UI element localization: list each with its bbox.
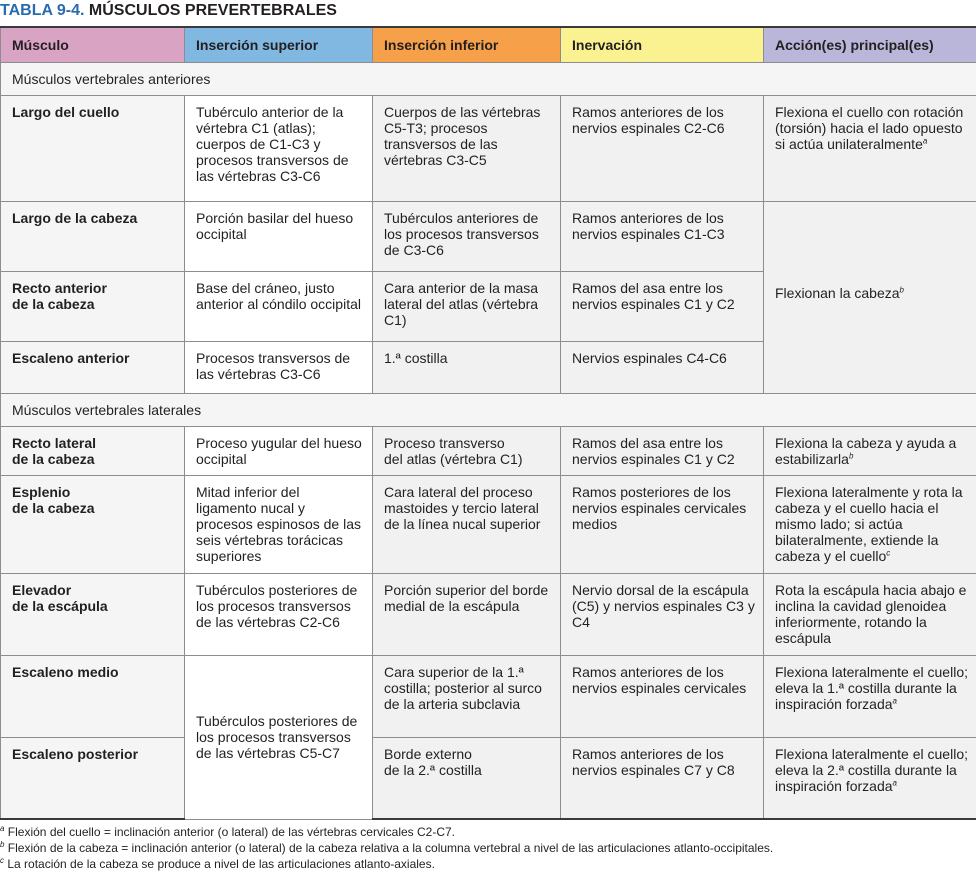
action-cell [764,737,976,819]
table-row [1,95,976,201]
action-cell [764,475,976,573]
header-muscle: Músculo [1,27,185,62]
header-row [1,27,976,62]
nerve-cell: Nervio dorsal de la escápula (C5) y nervios espinales C3 y C4 [561,573,764,655]
superior-cell-shared: Tubérculos posteriores de los procesos transversos de las vértebras C5-C7 [185,655,373,819]
action-text: Flexiona el cuello con rotación (torsión) hacia el lado opuesto si actúa unilateralmente [775,103,964,152]
superior-cell: Proceso yugular del hueso occipital [185,426,373,475]
header-nerve: Inervación [561,27,764,62]
action-text: Flexionan la cabeza [775,285,900,301]
nerve-cell: Ramos anteriores de los nervios espinales C7 y C8 [561,737,764,819]
inferior-cell: Tubérculos anteriores de los procesos transversos de C3-C6 [373,201,561,271]
footnote-ref: c [886,547,891,557]
header-superior: Inserción superior [185,27,373,62]
nerve-cell: Ramos anteriores de los nervios espinales C2-C6 [561,95,764,201]
nerve-cell: Ramos del asa entre los nervios espinales C1 y C2 [561,426,764,475]
inferior-cell: Cara anterior de la masa lateral del atlas (vértebra C1) [373,271,561,341]
inferior-cell: Cara superior de la 1.ª costilla; posterior al surco de la arteria subclavia [373,655,561,737]
muscle-cell: Largo de la cabeza [1,201,185,271]
action-text: Flexiona lateralmente y rota la cabeza y el cuello hacia el mismo lado; si actúa bilateralmente, extiende la cabeza y el cuello [775,483,963,564]
action-text: Flexiona lateralmente el cuello; eleva la 1.ª costilla durante la inspiración forzada [775,663,968,712]
footnote-ref: a [892,777,897,787]
table-row [1,573,976,655]
muscle-cell: Elevador de la escápula [1,573,185,655]
nerve-cell: Ramos anteriores de los nervios espinales cervicales [561,655,764,737]
superior-cell: Mitad inferior del ligamento nucal y procesos espinosos de las seis vértebras torácicas superiores [185,475,373,573]
superior-cell: Porción basilar del hueso occipital [185,201,373,271]
footnote-c: $^c$ La rotación de la cabeza se produce a nivel de las articulaciones atlanto-axiales. [0,856,435,871]
muscle-cell: Esplenio de la cabeza [1,475,185,573]
section-row [1,393,976,426]
action-cell-shared [764,201,976,393]
inferior-cell: Cara lateral del proceso mastoides y tercio lateral de la línea nucal superior [373,475,561,573]
section-lateral: Músculos vertebrales laterales [1,393,976,426]
action-text: Flexiona lateralmente el cuello; eleva la 2.ª costilla durante la inspiración forzada [775,745,968,794]
superior-cell: Tubérculos posteriores de los procesos transversos de las vértebras C2-C6 [185,573,373,655]
superior-cell: Tubérculo anterior de la vértebra C1 (atlas); cuerpos de C1-C3 y procesos transversos de las vértebras C3-C6 [185,95,373,201]
nerve-cell: Nervios espinales C4-C6 [561,341,764,393]
table-row [1,201,976,271]
section-row [1,62,976,95]
footnote-ref: b [848,450,854,460]
muscle-cell: Recto lateral de la cabeza [1,426,185,475]
section-anterior: Músculos vertebrales anteriores [1,62,976,95]
muscle-cell: Recto anterior de la cabeza [1,271,185,341]
superior-cell: Base del cráneo, justo anterior al cóndilo occipital [185,271,373,341]
superior-cell: Procesos transversos de las vértebras C3-C6 [185,341,373,393]
nerve-cell: Ramos anteriores de los nervios espinales C1-C3 [561,201,764,271]
header-inferior: Inserción inferior [373,27,561,62]
muscle-cell: Escaleno posterior [1,737,185,819]
action-cell [764,426,976,475]
nerve-cell: Ramos del asa entre los nervios espinales C1 y C2 [561,271,764,341]
table-title [0,0,976,22]
table-row [1,655,976,737]
inferior-cell: Borde externo de la 2.ª costilla [373,737,561,819]
inferior-cell: Cuerpos de las vértebras C5-T3; procesos transversos de las vértebras C3-C5 [373,95,561,201]
footnote-ref: a [892,695,897,705]
muscle-table [0,26,976,820]
table-number: TABLA 9-4. [0,2,85,19]
table-title-text: MÚSCULOS PREVERTEBRALES [88,2,337,19]
footnote-b: $^b$ Flexión de la cabeza = inclinación anterior (o lateral) de la cabeza relativa a la columna vertebral a nivel de las articulaciones atlanto-occipitales. [0,840,774,855]
header-action: Acción(es) principal(es) [764,27,976,62]
footnote-ref: a [922,135,928,145]
footnote-ref: b [899,285,904,295]
inferior-cell: Proceso transverso del atlas (vértebra C1) [373,426,561,475]
muscle-cell: Escaleno medio [1,655,185,737]
action-cell [764,655,976,737]
inferior-cell: Porción superior del borde medial de la escápula [373,573,561,655]
table-row [1,737,976,819]
action-cell: Rota la escápula hacia abajo e inclina la cavidad glenoidea inferiormente, rotando la escápula [764,573,976,655]
nerve-cell: Ramos posteriores de los nervios espinales cervicales medios [561,475,764,573]
action-text: Flexiona la cabeza y ayuda a estabilizarla [775,434,957,467]
table-row [1,475,976,573]
muscle-cell: Escaleno anterior [1,341,185,393]
table-row [1,426,976,475]
muscle-cell: Largo del cuello [1,95,185,201]
inferior-cell: 1.ª costilla [373,341,561,393]
footnote-a: $^a$ Flexión del cuello = inclinación anterior (o lateral) de las vértebras cervicales C2-C7. [0,824,456,839]
action-cell [764,95,976,201]
